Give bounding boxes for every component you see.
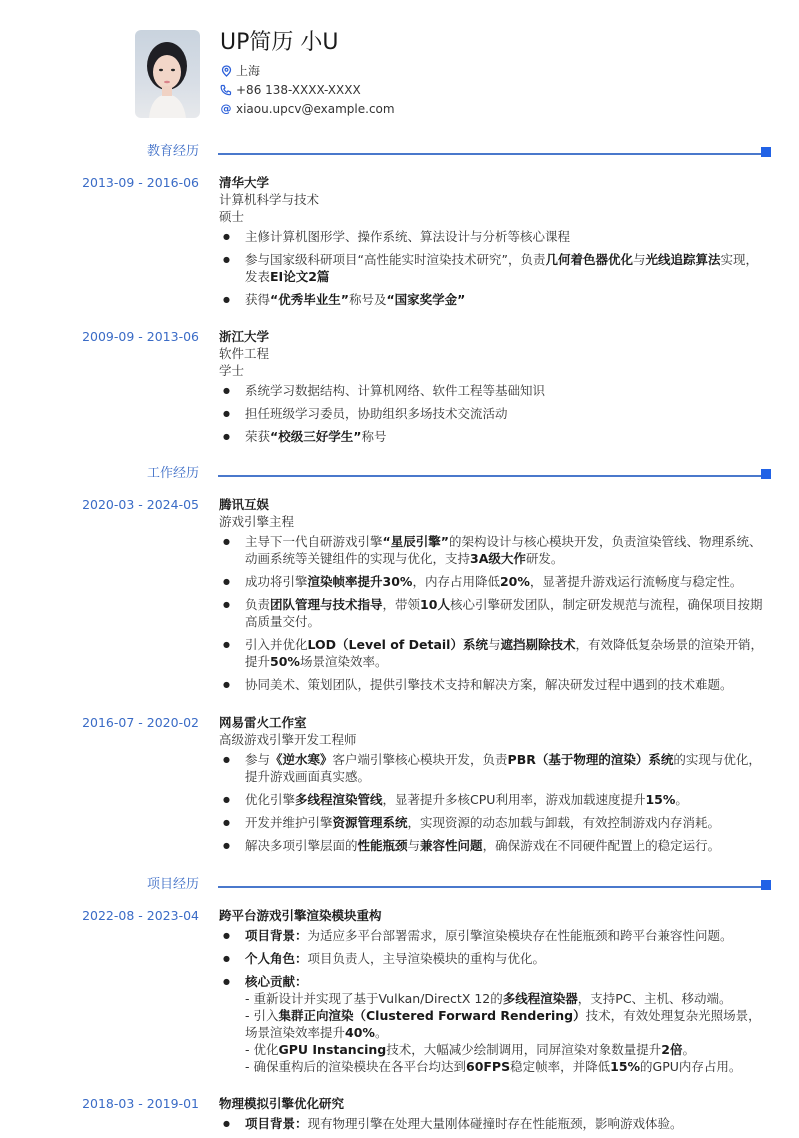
company-name: 网易雷火工作室 <box>219 715 307 730</box>
list-item: ● 负责团队管理与技术指导，带领10人核心引擎研发团队，制定研发规范与流程，确保项目按期高质量交付。 <box>219 596 769 630</box>
list-item: ● 荣获“校级三好学生”称号 <box>219 428 769 445</box>
contact-phone <box>220 82 361 98</box>
list-item: ● 开发并维护引擎资源管理系统，实现资源的动态加载与卸载，有效控制游戏内存消耗。 <box>219 814 769 831</box>
list-item: ● 协同美术、策划团队，提供引擎技术支持和解决方案，解决研发过程中遇到的技术难题。 <box>219 676 769 693</box>
phone-icon <box>220 84 232 96</box>
email-text[interactable]: xiaou.upcv@example.com <box>236 102 395 116</box>
entry-date: 2018-03 - 2019-01 <box>82 1096 199 1111</box>
section-divider <box>218 886 764 888</box>
bullet-list <box>219 1115 769 1132</box>
major: 软件工程 <box>219 346 270 361</box>
list-item: ● 项目背景：现有物理引擎在处理大量刚体碰撞时存在性能瓶颈，影响游戏体验。 <box>219 1115 769 1132</box>
list-item: ● 引入并优化LOD（Level of Detail）系统与遮挡剔除技术，有效降低复杂场景的渲染开销，提升50%场景渲染效率。 <box>219 636 769 670</box>
section-marker-square <box>761 880 771 890</box>
list-item: ● 参与《逆水寒》客户端引擎核心模块开发，负责PBR（基于物理的渲染）系统的实现与优化，提升游戏画面真实感。 <box>219 751 769 785</box>
section-work-header <box>0 465 799 485</box>
contact-location <box>220 63 260 79</box>
project-name: 跨平台游戏引擎渲染模块重构 <box>219 908 382 923</box>
section-title-projects: 项目经历 <box>146 877 199 892</box>
bullet-list <box>219 751 769 854</box>
school-name: 清华大学 <box>219 175 270 190</box>
degree: 学士 <box>219 363 245 378</box>
section-divider <box>218 153 764 155</box>
contact-email <box>220 101 395 117</box>
at-icon: @ <box>220 102 232 115</box>
list-item: ● 优化引擎多线程渲染管线，显著提升多核CPU利用率，游戏加载速度提升15%。 <box>219 791 769 808</box>
section-title-work: 工作经历 <box>146 466 199 481</box>
entry-date: 2009-09 - 2013-06 <box>82 329 199 344</box>
list-item: ● 成功将引擎渲染帧率提升30%，内存占用降低20%，显著提升游戏运行流畅度与稳定性。 <box>219 573 769 590</box>
location-pin-icon <box>220 65 232 77</box>
list-item: ● 解决多项引擎层面的性能瓶颈与兼容性问题，确保游戏在不同硬件配置上的稳定运行。 <box>219 837 769 854</box>
section-projects-header <box>0 876 799 896</box>
job-title: 高级游戏引擎开发工程师 <box>219 732 357 747</box>
section-title-education: 教育经历 <box>146 144 199 159</box>
location-text: 上海 <box>236 64 261 78</box>
entry-date: 2013-09 - 2016-06 <box>82 175 199 190</box>
list-item: ● 个人角色：项目负责人，主导渲染模块的重构与优化。 <box>219 950 769 967</box>
section-divider <box>218 475 764 477</box>
school-name: 浙江大学 <box>219 329 270 344</box>
candidate-name: UP简历 小U <box>220 30 339 55</box>
section-education-header <box>0 143 799 163</box>
list-item: ● 系统学习数据结构、计算机网络、软件工程等基础知识 <box>219 382 769 399</box>
section-marker-square <box>761 469 771 479</box>
list-item: ● 项目背景：为适应多平台部署需求，原引擎渲染模块存在性能瓶颈和跨平台兼容性问题。 <box>219 927 769 944</box>
bullet-list <box>219 382 769 445</box>
major: 计算机科学与技术 <box>219 192 320 207</box>
job-title: 游戏引擎主程 <box>219 514 295 529</box>
list-item: ● 主导下一代自研游戏引擎“星辰引擎”的架构设计与核心模块开发，负责渲染管线、物理系统、动画系统等关键组件的实现与优化，支持3A级大作研发。 <box>219 533 769 567</box>
entry-date: 2020-03 - 2024-05 <box>82 497 199 512</box>
project-name: 物理模拟引擎优化研究 <box>219 1096 345 1111</box>
profile-photo <box>135 30 200 118</box>
degree: 硕士 <box>219 209 245 224</box>
bullet-list <box>219 927 769 1075</box>
company-name: 腾讯互娱 <box>219 497 270 512</box>
entry-date: 2022-08 - 2023-04 <box>82 908 199 923</box>
bullet-list <box>219 228 769 308</box>
list-item: ● 核心贡献： - 重新设计并实现了基于Vulkan/DirectX 12的多线程渲染器，支持PC、主机、移动端。 - 引入集群正向渲染（Clustered Forward Rendering）技术，有效处理复杂光照场景，场景渲染效率提升40%。 - 优化GPU Instancing技术，大幅减少绘制调用，同屏渲染对象数量提升2倍。 - 确保重构后的渲染模块在各平台均达到60FPS稳定帧率，并降低15%的GPU内存占用。 <box>219 973 769 1075</box>
list-item: ● 主修计算机图形学、操作系统、算法设计与分析等核心课程 <box>219 228 769 245</box>
entry-date: 2016-07 - 2020-02 <box>82 715 199 730</box>
list-item: ● 参与国家级科研项目“高性能实时渲染技术研究”，负责几何着色器优化与光线追踪算法实现，发表EI论文2篇 <box>219 251 769 285</box>
list-item: ● 担任班级学习委员，协助组织多场技术交流活动 <box>219 405 769 422</box>
list-item: ● 获得“优秀毕业生”称号及“国家奖学金” <box>219 291 769 308</box>
section-marker-square <box>761 147 771 157</box>
bullet-list <box>219 533 769 693</box>
phone-text: +86 138-XXXX-XXXX <box>236 83 361 97</box>
